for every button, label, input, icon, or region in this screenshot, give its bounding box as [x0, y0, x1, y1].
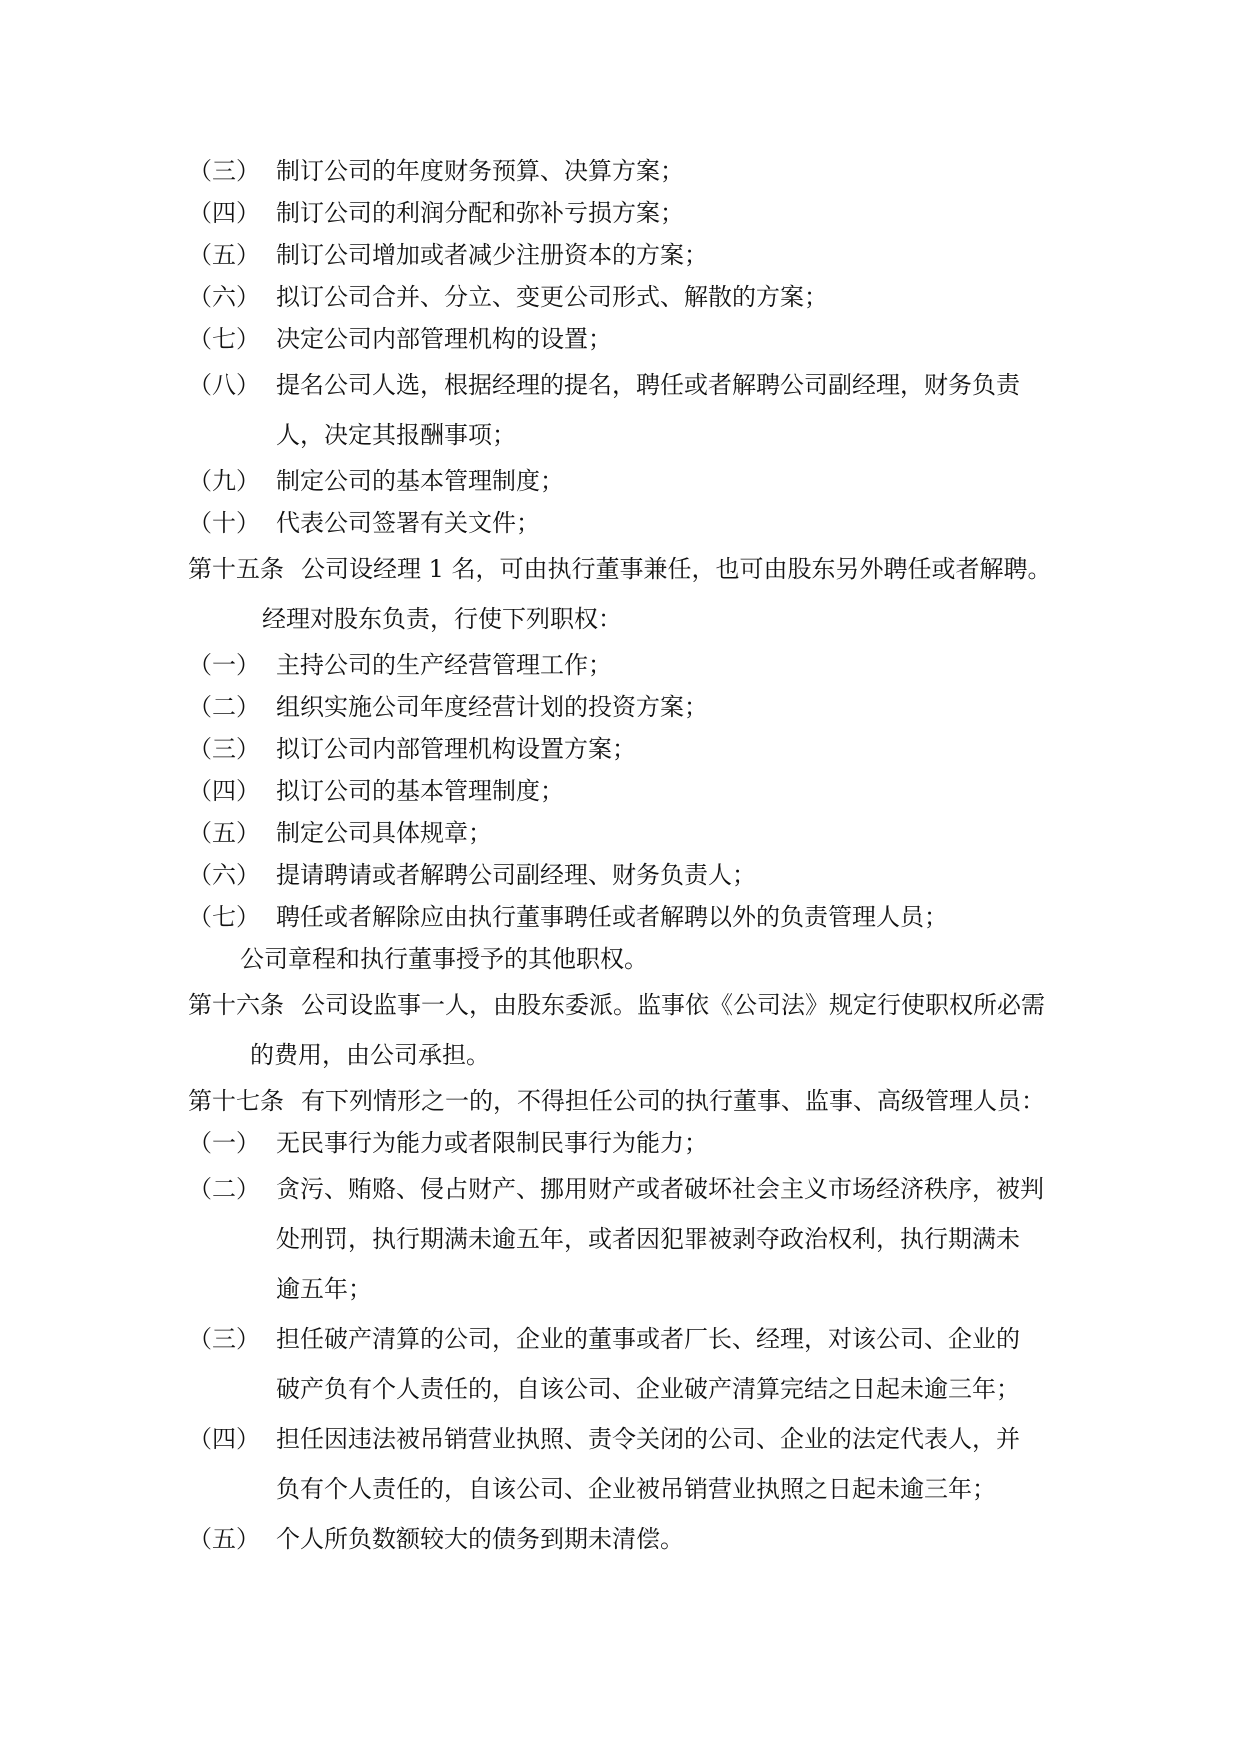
list-item-continuation	[0, 1264, 1240, 1314]
item-text: 提名公司人选，根据经理的提名，聘任或者解聘公司副经理，财务负责	[276, 371, 1020, 399]
article-continuation-text: 的费用，由公司承担。	[250, 1041, 490, 1069]
list-item	[0, 854, 1240, 896]
item-text: 拟订公司合并、分立、变更公司形式、解散的方案；	[276, 283, 828, 311]
item-number: （六）	[188, 283, 260, 311]
article-number: 第十六条	[188, 991, 284, 1019]
list-item	[0, 686, 1240, 728]
list-item	[0, 812, 1240, 854]
article-number: 第十五条	[188, 555, 284, 583]
item-continuation-text: 人，决定其报酬事项；	[276, 421, 516, 449]
item-text: 担任因违法被吊销营业执照、责令关闭的公司、企业的法定代表人，并	[276, 1425, 1020, 1453]
item-number: （七）	[188, 903, 260, 931]
item-number: （五）	[188, 241, 260, 269]
item-number: （十）	[188, 509, 260, 537]
item-text: 决定公司内部管理机构的设置；	[276, 325, 612, 353]
article-text: 公司设监事一人，由股东委派。监事依《公司法》规定行使职权所必需	[301, 991, 1045, 1019]
article-heading	[0, 1080, 1240, 1122]
list-item	[0, 728, 1240, 770]
list-item	[0, 502, 1240, 544]
item-text: 制订公司的利润分配和弥补亏损方案；	[276, 199, 684, 227]
item-number: （八）	[188, 371, 260, 399]
item-number: （三）	[188, 157, 260, 185]
item-text: 提请聘请或者解聘公司副经理、财务负责人；	[276, 861, 756, 889]
article-number: 第十七条	[188, 1087, 284, 1115]
document-body	[0, 150, 1240, 1564]
item-text: 拟订公司的基本管理制度；	[276, 777, 564, 805]
item-number: （九）	[188, 467, 260, 495]
list-item	[0, 276, 1240, 318]
article-subtext	[0, 594, 1240, 644]
list-item	[0, 1514, 1240, 1564]
list-item	[0, 192, 1240, 234]
article-subtext	[0, 1030, 1240, 1080]
list-item	[0, 360, 1240, 410]
item-text: 主持公司的生产经营管理工作；	[276, 651, 612, 679]
item-number: （七）	[188, 325, 260, 353]
item-text: 组织实施公司年度经营计划的投资方案；	[276, 693, 708, 721]
article-continuation-text: 经理对股东负责，行使下列职权：	[262, 605, 622, 633]
item-number: （六）	[188, 861, 260, 889]
list-item	[0, 318, 1240, 360]
item-text: 贪污、贿赂、侵占财产、挪用财产或者破坏社会主义市场经济秩序，被判	[276, 1175, 1044, 1203]
item-text: 个人所负数额较大的债务到期未清偿。	[276, 1525, 684, 1553]
list-item	[0, 234, 1240, 276]
list-item	[0, 1314, 1240, 1364]
item-continuation-text: 破产负有个人责任的，自该公司、企业破产清算完结之日起未逾三年；	[276, 1375, 1020, 1403]
list-item	[0, 1164, 1240, 1214]
list-item	[0, 644, 1240, 686]
item-text: 无民事行为能力或者限制民事行为能力；	[276, 1129, 708, 1157]
item-number: （二）	[188, 693, 260, 721]
item-text: 担任破产清算的公司，企业的董事或者厂长、经理，对该公司、企业的	[276, 1325, 1020, 1353]
item-text: 制定公司的基本管理制度；	[276, 467, 564, 495]
item-number: （三）	[188, 735, 260, 763]
list-item	[0, 1122, 1240, 1164]
list-item	[0, 1414, 1240, 1464]
item-text: 代表公司签署有关文件；	[276, 509, 540, 537]
item-number: （一）	[188, 1129, 260, 1157]
list-item-continuation	[0, 1364, 1240, 1414]
item-number: （四）	[188, 777, 260, 805]
item-text: 拟订公司内部管理机构设置方案；	[276, 735, 636, 763]
list-item-continuation	[0, 938, 1240, 980]
item-number: （三）	[188, 1325, 260, 1353]
article-text: 公司设经理 1 名，可由执行董事兼任，也可由股东另外聘任或者解聘。	[301, 555, 1052, 583]
item-continuation-text: 处刑罚，执行期满未逾五年，或者因犯罪被剥夺政治权利，执行期满未	[276, 1225, 1020, 1253]
item-continuation-text: 公司章程和执行董事授予的其他职权。	[240, 945, 648, 973]
item-number: （五）	[188, 1525, 260, 1553]
item-number: （二）	[188, 1175, 260, 1203]
article-heading	[0, 544, 1240, 594]
item-number: （一）	[188, 651, 260, 679]
item-number: （五）	[188, 819, 260, 847]
item-number: （四）	[188, 1425, 260, 1453]
item-continuation-text: 负有个人责任的，自该公司、企业被吊销营业执照之日起未逾三年；	[276, 1475, 996, 1503]
item-text: 制订公司的年度财务预算、决算方案；	[276, 157, 684, 185]
list-item	[0, 150, 1240, 192]
item-text: 聘任或者解除应由执行董事聘任或者解聘以外的负责管理人员；	[276, 903, 948, 931]
item-continuation-text: 逾五年；	[276, 1275, 372, 1303]
list-item-continuation	[0, 410, 1240, 460]
item-number: （四）	[188, 199, 260, 227]
list-item	[0, 770, 1240, 812]
list-item	[0, 460, 1240, 502]
list-item-continuation	[0, 1464, 1240, 1514]
item-text: 制订公司增加或者减少注册资本的方案；	[276, 241, 708, 269]
article-text: 有下列情形之一的，不得担任公司的执行董事、监事、高级管理人员：	[301, 1087, 1045, 1115]
list-item-continuation	[0, 1214, 1240, 1264]
list-item	[0, 896, 1240, 938]
article-heading	[0, 980, 1240, 1030]
item-text: 制定公司具体规章；	[276, 819, 492, 847]
